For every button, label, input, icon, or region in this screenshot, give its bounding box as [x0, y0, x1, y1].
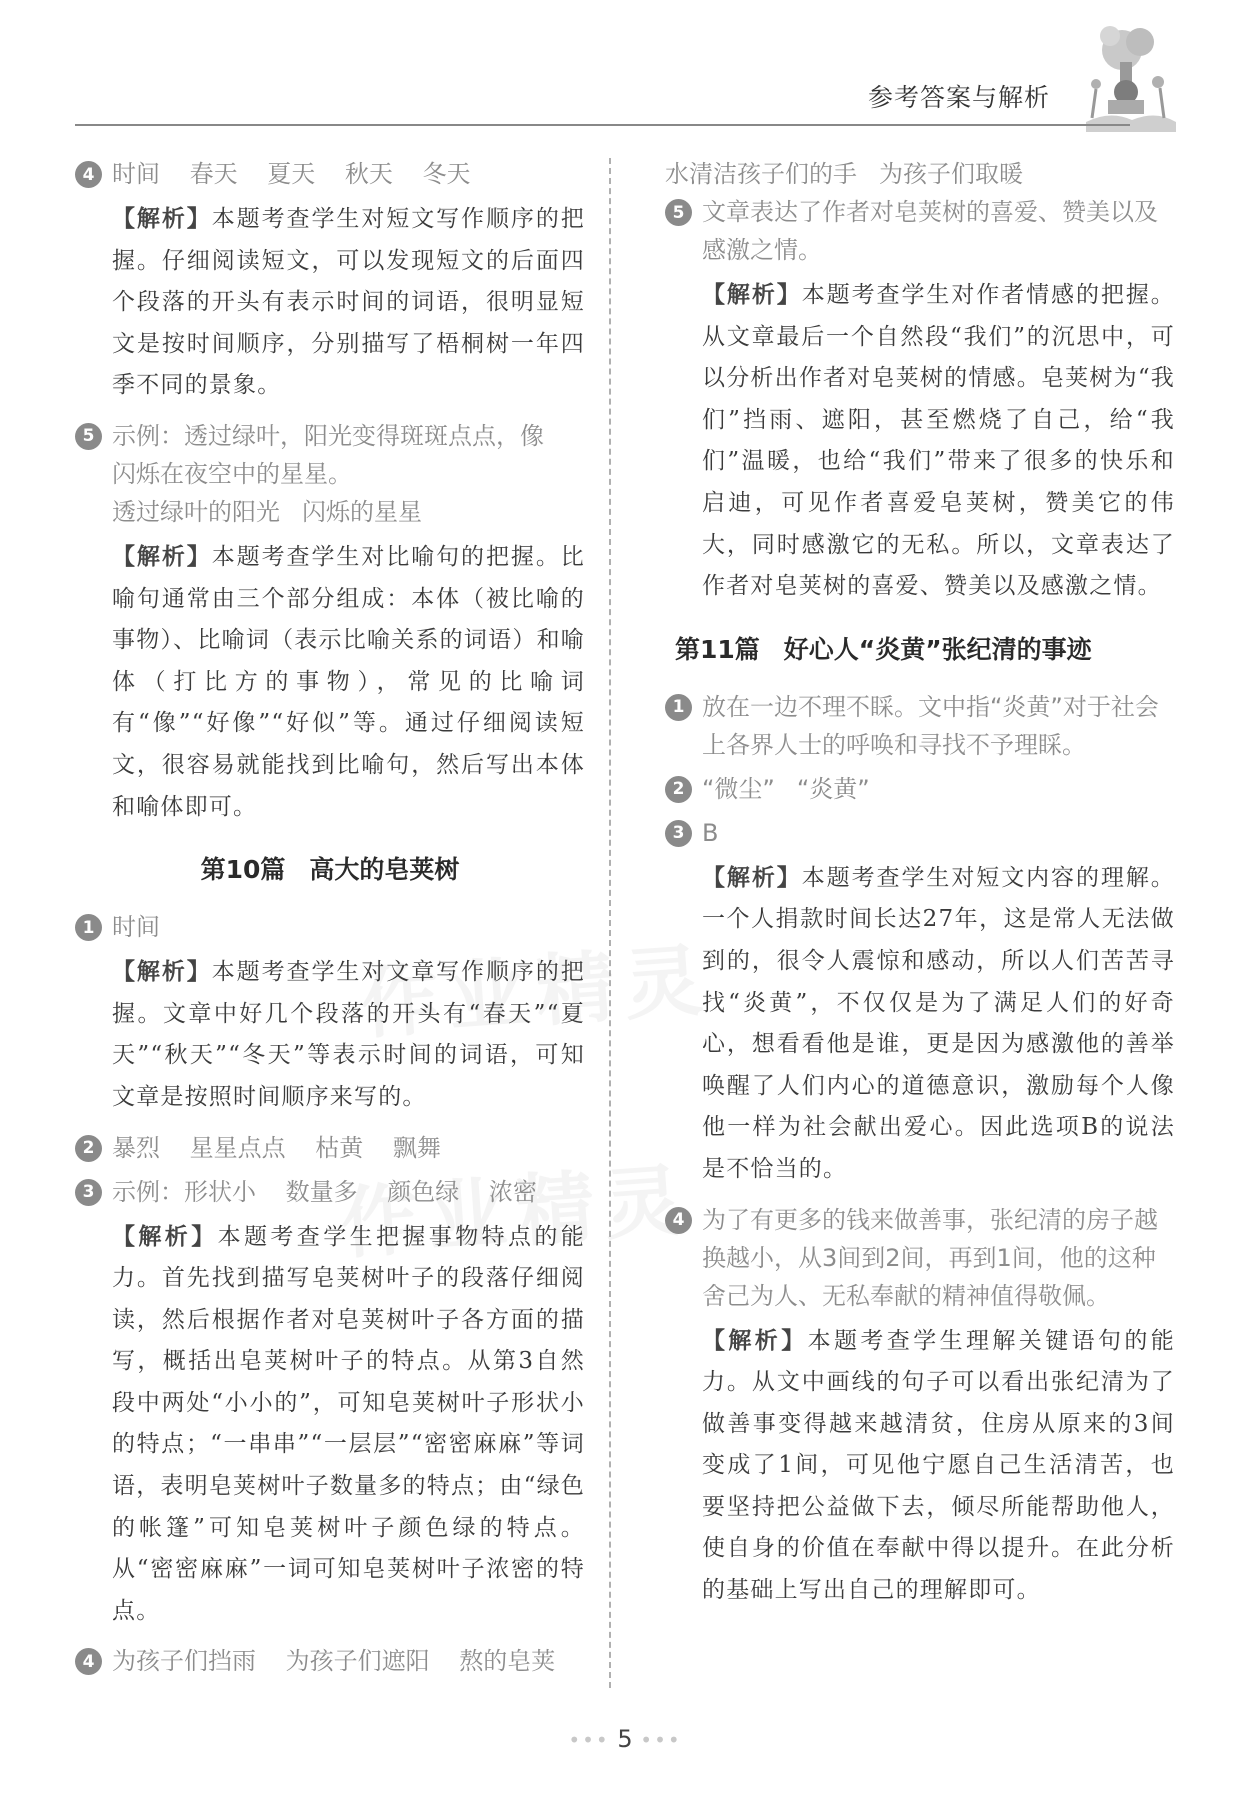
analysis-tag: 【解析】 [702, 864, 802, 891]
question-number: 4 [75, 1648, 102, 1675]
question-item [75, 1642, 585, 1680]
analysis-paragraph: 【解析】本题考查学生把握事物特点的能力。首先找到描写皂荚树叶子的段落仔细阅读，然后根据作者对皂荚树叶子各方面的描写，概括出皂荚树叶子的特点。从第3自然段中两处“小小的”，可知皂荚树叶子形状小的特点；“一串串”“一层层”“密密麻麻”等词语，表明皂荚树叶子数量多的特点；由“绿色的帐篷”可知皂荚树叶子颜色绿的特点。从“密密麻麻”一词可知皂荚树叶子浓密的特点。 [112, 1223, 585, 1624]
analysis-tag: 【解析】 [112, 543, 212, 570]
section-title: 第11篇 好心人“炎黄”张纪清的事迹 [675, 634, 1092, 664]
left-column [75, 155, 585, 1686]
question-number: 5 [665, 199, 692, 226]
question-number: 4 [75, 161, 102, 188]
analysis-tag: 【解析】 [702, 1327, 808, 1354]
analysis-paragraph: 【解析】本题考查学生对作者情感的把握。从文章最后一个自然段“我们”的沉思中，可以分析出作者对皂荚树的情感。皂荚树为“我们”挡雨、遮阳，甚至燃烧了自己，给“我们”温暖，也给“我们”带来了很多的快乐和启迪，可见作者喜爱皂荚树，赞美它的伟大，同时感激它的无私。所以，文章表达了作者对皂荚树的喜爱、赞美以及感激之情。 [702, 282, 1175, 600]
section-title: 第10篇 高大的皂荚树 [200, 855, 460, 885]
question-item [75, 417, 585, 531]
answer-text: 文章表达了作者对皂荚树的喜爱、赞美以及感激之情。 [702, 198, 1158, 264]
question-item [665, 770, 1175, 808]
answer-text: 时间 春天 夏天 秋天 冬天 [112, 160, 471, 188]
question-number: 1 [665, 694, 692, 721]
analysis-tag: 【解析】 [702, 282, 802, 308]
answer-text: 暴烈 星星点点 枯黄 飘舞 [112, 1133, 441, 1162]
analysis-tag: 【解析】 [112, 206, 212, 232]
question-item [665, 688, 1175, 764]
analysis-paragraph: 【解析】本题考查学生理解关键语句的能力。从文中画线的句子可以看出张纪清为了做善事变得越来越清贫，住房从原来的3间变成了1间，可见他宁愿自己生活清苦，也要坚持把公益做下去，倾尽所能帮助他人，使自身的价值在奉献中得以提升。在此分析的基础上写出自己的理解即可。 [702, 1327, 1175, 1604]
answer-continuation: 水清洁孩子们的手 为孩子们取暖 [665, 160, 1023, 188]
analysis-paragraph: 【解析】本题考查学生对短文写作顺序的把握。仔细阅读短文，可以发现短文的后面四个段落的开头有表示时间的词语，很明显短文是按时间顺序，分别描写了梧桐树一年四季不同的景象。 [112, 206, 585, 399]
analysis-paragraph: 【解析】本题考查学生对比喻句的把握。比喻句通常由三个部分组成：本体（被比喻的事物）、比喻词（表示比喻关系的词语）和喻体（打比方的事物），常见的比喻词有“像”“好像”“好似”等。通过仔细阅读短文，很容易就能找到比喻句，然后写出本体和喻体即可。 [112, 543, 585, 820]
page-number-value: 5 [617, 1725, 633, 1753]
question-item [665, 193, 1175, 269]
question-item [75, 1173, 585, 1211]
question-number: 3 [665, 820, 692, 847]
answer-text: 为了有更多的钱来做善事，张纪清的房子越换越小，从3间到2间，再到1间，他的这种舍己为人、无私奉献的精神值得敬佩。 [702, 1205, 1158, 1310]
answer-text: “微尘” “炎黄” [702, 774, 870, 803]
header-divider [75, 124, 1130, 126]
answer-text: 为孩子们挡雨 为孩子们遮阳 熬的皂荚 [112, 1647, 556, 1676]
page-number [0, 1725, 1250, 1753]
question-number: 3 [75, 1179, 102, 1206]
tree-reading-illustration [1080, 22, 1180, 134]
header-title: 参考答案与解析 [867, 83, 1050, 112]
analysis-tag: 【解析】 [112, 1223, 218, 1250]
answer-text: B [702, 818, 719, 847]
right-column [665, 155, 1175, 1622]
analysis-tag: 【解析】 [112, 959, 212, 986]
answer-text: 时间 [112, 913, 160, 942]
question-item [665, 814, 1175, 852]
page-dots-left: ••• [568, 1728, 610, 1752]
answer-text: 放在一边不理不睬。文中指“炎黄”对于社会上各界人士的呼唤和寻找不予理睬。 [702, 692, 1159, 759]
question-number: 2 [75, 1135, 102, 1162]
question-item [75, 1129, 585, 1167]
question-item [75, 155, 585, 193]
answer-text: 示例：形状小 数量多 颜色绿 浓密 [112, 1177, 537, 1206]
question-number: 4 [665, 1207, 692, 1234]
page-dots-right: ••• [640, 1728, 682, 1752]
question-number: 1 [75, 914, 102, 941]
analysis-paragraph: 【解析】本题考查学生对短文内容的理解。一个人捐款时间长达27年，这是常人无法做到的，很令人震惊和感动，所以人们苦苦寻找“炎黄”，不仅仅是为了满足人们的好奇心，想看看他是谁，更是因为感激他的善举唤醒了人们内心的道德意识，激励每个人像他一样为社会献出爱心。因此选项B的说法是不恰当的。 [702, 864, 1175, 1182]
analysis-paragraph: 【解析】本题考查学生对文章写作顺序的把握。文章中好几个段落的开头有“春天”“夏天”“秋天”“冬天”等表示时间的词语，可知文章是按照时间顺序来写的。 [112, 959, 585, 1110]
question-number: 5 [75, 423, 102, 450]
question-item [75, 908, 585, 946]
column-divider [609, 158, 611, 1688]
question-number: 2 [665, 776, 692, 803]
question-item [665, 1201, 1175, 1315]
answer-text: 示例：透过绿叶，阳光变得斑斑点点，像 闪烁在夜空中的星星。 透过绿叶的阳光 闪烁的星星 [112, 421, 544, 526]
